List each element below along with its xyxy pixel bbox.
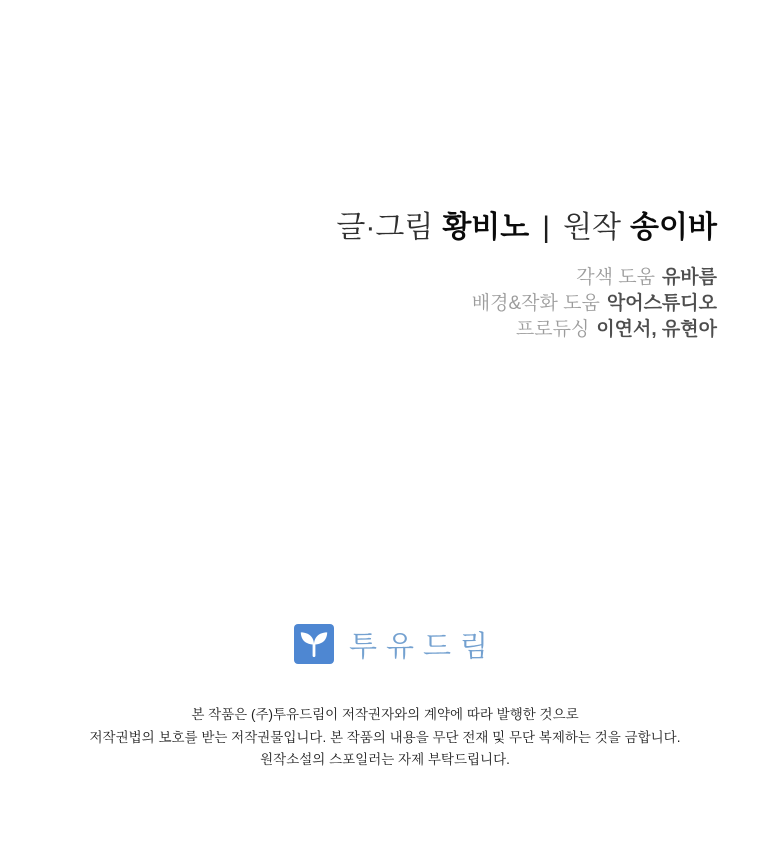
credit-row-producing <box>336 317 717 343</box>
copyright-line-2: 저작권법의 보호를 받는 저작권물입니다. 본 작품의 내용을 무단 전재 및 무단 복제하는 것을 금합니다. <box>89 729 681 745</box>
producing-label: 프로듀싱 <box>515 319 590 340</box>
credit-separator: | <box>542 211 551 244</box>
original-work-label: 원작 <box>563 211 622 244</box>
writer-artist-name: 황비노 <box>442 211 530 244</box>
sprout-icon <box>294 624 334 664</box>
credits-block <box>336 209 717 343</box>
copyright-notice <box>0 704 760 772</box>
copyright-line-1: 본 작품은 (주)투유드림이 저작권자와의 계약에 따라 발행한 것으로 <box>191 707 579 722</box>
publisher-name: 투유드림 <box>349 630 498 663</box>
sub-credits-block <box>336 265 717 343</box>
credit-row-adaptation <box>336 265 717 291</box>
copyright-line-3: 원작소설의 스포일러는 자제 부탁드립니다. <box>260 752 510 767</box>
original-author-name: 송이바 <box>630 211 717 244</box>
producing-names: 이연서, 유현아 <box>596 319 717 340</box>
writer-artist-label: 글·그림 <box>336 211 434 244</box>
adaptation-help-label: 각색 도움 <box>576 267 655 288</box>
adaptation-help-name: 유바름 <box>661 267 717 288</box>
background-art-help-label: 배경&작화 도움 <box>471 293 600 314</box>
publisher-logo <box>294 624 497 664</box>
credit-row-background-art <box>336 291 717 317</box>
main-credit-line <box>336 209 717 247</box>
background-art-help-name: 악어스튜디오 <box>606 293 717 314</box>
